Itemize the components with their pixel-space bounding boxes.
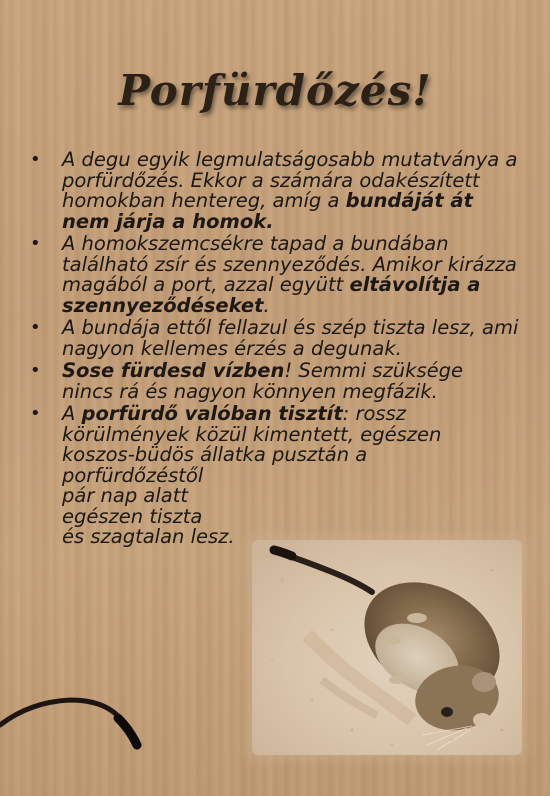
bullet-text: A bundája ettől fellazul és szép tiszta lesz, ami nagyon kellemes érzés a degunak. bbox=[62, 316, 519, 360]
bullet-item-1 bbox=[30, 150, 520, 232]
degu-tail-decoration bbox=[0, 690, 145, 750]
bullet-dot: • bbox=[30, 403, 41, 424]
bullet-text-bold: bundáját át nem járja a homok. bbox=[62, 189, 473, 233]
bullet-text bbox=[62, 232, 517, 317]
page-title: Porfürdőzés! bbox=[118, 66, 432, 115]
bullet-text-line: és szagtalan lesz. bbox=[62, 525, 235, 548]
bullet-text-part: A homokszemcsékre tapad a bundában található zsír és szennyeződés. Amikor kirázza magából a port, azzal együtt bbox=[62, 232, 517, 296]
bullet-text-part: ! Semmi szüksége nincs rá és nagyon könnyen megfázik. bbox=[62, 359, 463, 403]
degu-dustbath-image bbox=[252, 540, 522, 755]
bullet-dot: • bbox=[30, 149, 41, 170]
bullet-text bbox=[62, 359, 463, 403]
bullet-item-2 bbox=[30, 234, 520, 316]
bullet-text-line: pár nap alatt bbox=[62, 484, 189, 507]
bullet-item-3 bbox=[30, 318, 520, 359]
bullet-text-bold: Sose fürdesd vízben bbox=[62, 359, 285, 382]
bullet-text-part: A bbox=[62, 402, 82, 425]
bullet-text-line: egészen tiszta bbox=[62, 504, 203, 528]
bullet-list bbox=[30, 150, 520, 550]
bullet-text bbox=[62, 148, 517, 233]
bullet-text-part: . bbox=[263, 293, 270, 317]
bullet-dot: • bbox=[30, 317, 41, 338]
bullet-text-bold: porfürdő valóban tisztít bbox=[81, 402, 343, 425]
bullet-text-part: A degu egyik legmulatságosabb mutatványa a porfürdőzés. Ekkor a számára odakészített homokban hentereg, amíg a bbox=[62, 148, 518, 212]
bullet-item-4 bbox=[30, 361, 520, 402]
bullet-text-part: : rossz körülmények közül kimentett, egészen koszos-büdös állatka pusztán a bbox=[62, 402, 442, 466]
bullet-text-line: porfürdőzéstől bbox=[62, 463, 204, 487]
degu-dustbath-photo bbox=[252, 540, 522, 755]
bullet-text bbox=[62, 402, 520, 548]
bullet-dot: • bbox=[30, 233, 41, 254]
bullet-text-bold: eltávolítja a szennyeződéseket bbox=[62, 273, 481, 317]
bullet-dot: • bbox=[30, 360, 41, 381]
bullet-item-5 bbox=[30, 404, 520, 548]
